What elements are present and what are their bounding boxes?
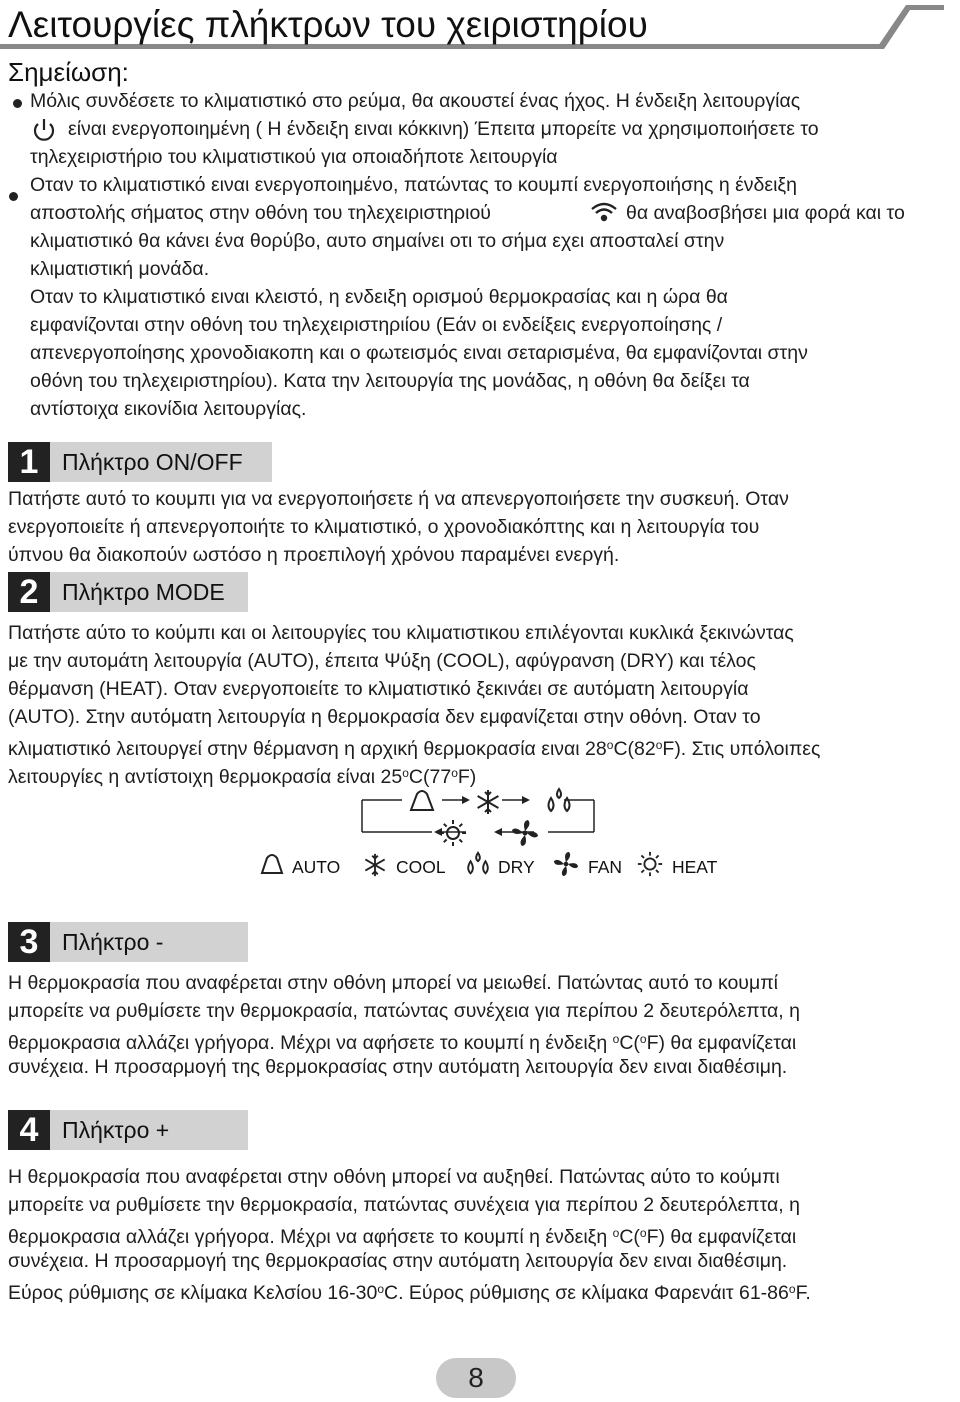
- mode-label-auto: AUTO: [292, 857, 341, 877]
- body-line: ενεργοποιείτε ή απενεργοποιήτε το κλιματιστικό, ο χρονοδιακόπτης και η λειτουργία του: [8, 516, 760, 538]
- note-line: κλιματιστικό θα κάνει ένα θορύβο, αυτο σημαίνει οτι το σήμα εχει αποσταλεί στην: [30, 230, 725, 252]
- note-line: οθόνη του τηλεχειριστηρίου). Κατα την λειτουργία της μονάδας, η οθόνη θα δείξει τα: [30, 370, 750, 392]
- droplets-icon: [464, 850, 492, 878]
- body-line: μπορείτε να ρυθμίσετε την θερμοκρασία, πατώντας συνέχεια για περίπου 2 δευτερόλεπτα, η: [8, 1194, 800, 1216]
- droplets-icon: [544, 786, 574, 816]
- note-line: τηλεχειριστήριο του κλιματιστικού για οποιαδήποτε λειτουργία: [30, 146, 558, 168]
- bullet-dot: [9, 192, 18, 201]
- note-line: αντίστοιχα εικονίδια λειτουργίας.: [30, 398, 307, 420]
- note-line: είναι ενεργοποιημένη ( Η ένδειξη ειναι κόκκινη) Έπειτα μπορείτε να χρησιμοποιήσετε το: [68, 118, 819, 140]
- body-line: Εύρος ρύθμισης σε κλίμακα Κελσίου 16-30$^o$C. Εύρος ρύθμισης σε κλίμακα Φαρενάιτ 61-86$^o$F.: [8, 1282, 811, 1304]
- body-line: με την αυτομάτη λειτουργία (AUTO), έπειτα Ψύξη (COOL), αφύγρανση (DRY) και τέλος: [8, 650, 756, 672]
- bullet-dot: [13, 99, 22, 108]
- page-title: Λειτουργίες πλήκτρων του χειριστηρίου: [8, 4, 648, 45]
- snowflake-icon: [474, 788, 502, 816]
- note-heading: Σημείωση:: [8, 57, 129, 87]
- note-line: κλιματιστική μονάδα.: [30, 258, 210, 280]
- body-line: θερμοκρασια αλλάζει γρήγορα. Μέχρι να αφήσετε το κουμπί η ένδειξη $^o$C($^o$F) θα εμφανίζεται: [8, 1226, 797, 1248]
- section-4-header: [8, 1110, 248, 1150]
- body-line: (AUTO). Στην αυτόματη λειτουργία η θερμοκρασία δεν εμφανίζεται στην οθόνη. Οταν το: [8, 706, 761, 728]
- section-number: 4: [8, 1110, 50, 1150]
- fan-icon: [510, 818, 540, 848]
- body-line: κλιματιστικό λειτουργεί στην θέρμανση η αρχική θερμοκρασία ειναι 28$^o$C(82$^o$F). Στις υπόλοιπες: [8, 738, 821, 760]
- section-label: Πλήκτρο ON/OFF: [50, 442, 272, 482]
- note-line: απενεργοποίησης χρονοδιακοπη και ο φωτεισμός ειναι σεταρισμένα, θα εμφανίζονται στην: [30, 342, 808, 364]
- section-2-header: [8, 572, 248, 612]
- section-number: 1: [8, 442, 50, 482]
- note-line: Μόλις συνδέσετε το κλιματιστικό στο ρεύμα, θα ακουστεί ένας ήχος. Η ένδειξη λειτουργίας: [30, 90, 801, 112]
- sun-icon: [438, 818, 468, 848]
- signal-icon: [590, 200, 618, 224]
- body-line: Πατήστε αύτο το κούμπι και οι λειτουργίες του κλιματιστικου επιλέγονται κυκλικά ξεκινώντας: [8, 622, 794, 644]
- power-icon: [30, 116, 58, 144]
- section-1-header: [8, 442, 272, 482]
- auto-mode-icon: [406, 788, 438, 814]
- mode-label-dry: DRY: [498, 857, 535, 877]
- snowflake-icon: [362, 852, 388, 878]
- note-line: θα αναβοσβήσει μια φορά και το: [626, 202, 905, 224]
- body-line: ύπνου θα διακοπούν ωστόσο η προεπιλογή χρόνου παραμένει ενεργή.: [8, 544, 620, 566]
- mode-label-heat: HEAT: [672, 857, 718, 877]
- note-line: εμφανίζονται στην οθόνη του τηλεχειριστηριίου (Εάν οι ενδείξεις ενεργοποίησης /: [30, 314, 723, 336]
- section-3-header: [8, 922, 248, 962]
- body-line: Η θερμοκρασία που αναφέρεται στην οθόνη μπορεί να μειωθεί. Πατώντας αυτό το κουμπί: [8, 972, 778, 994]
- sun-icon: [636, 850, 664, 878]
- section-label: Πλήκτρο -: [50, 922, 248, 962]
- section-label: Πλήκτρο MODE: [50, 572, 248, 612]
- body-line: συνέχεια. Η προσαρμογή της θερμοκρασίας στην αυτόματη λειτουργία δεν ειναι διαθέσιμη.: [8, 1056, 788, 1078]
- section-number: 2: [8, 572, 50, 612]
- fan-icon: [552, 850, 580, 878]
- note-line: αποστολής σήματος στην οθόνη του τηλεχειριστηριού: [30, 202, 491, 224]
- body-line: θέρμανση (HEAT). Οταν ενεργοποιείτε το κλιματιστικό ξεκινάει σε αυτόματη λειτουργία: [8, 678, 749, 700]
- auto-mode-icon: [258, 852, 286, 876]
- note-line: Οταν το κλιματιστικό ειναι ενεργοποιημένο, πατώντας το κουμπί ενεργοποιήσης η ένδειξη: [30, 174, 797, 196]
- section-label: Πλήκτρο +: [50, 1110, 248, 1150]
- page-number: 8: [436, 1358, 516, 1398]
- body-line: Η θερμοκρασία που αναφέρεται στην οθόνη μπορεί να αυξηθεί. Πατώντας αύτο το κούμπι: [8, 1166, 780, 1188]
- note-line: Οταν το κλιματιστικό ειναι κλειστό, η ενδειξη ορισμού θερμοκρασίας και η ώρα θα: [30, 286, 728, 308]
- body-line: θερμοκρασια αλλάζει γρήγορα. Μέχρι να αφήσετε το κουμπί η ένδειξη $^o$C($^o$F) θα εμφανίζεται: [8, 1032, 797, 1054]
- mode-label-cool: COOL: [396, 857, 446, 877]
- body-line: συνέχεια. Η προσαρμογή της θερμοκρασίας στην αυτόματη λειτουργία δεν ειναι διαθέσιμη.: [8, 1250, 788, 1272]
- section-number: 3: [8, 922, 50, 962]
- body-line: μπορείτε να ρυθμίσετε την θερμοκρασία, πατώντας συνέχεια για περίπου 2 δευτερόλεπτα, η: [8, 1000, 800, 1022]
- body-line: Πατήστε αυτό το κουμπι για να ενεργοποιήσετε ή να απενεργοποιήσετε την συσκευή. Οταν: [8, 488, 789, 510]
- mode-label-fan: FAN: [588, 857, 623, 877]
- body-line: λειτουργίες η αντίστοιχη θερμοκρασία είναι 25$^o$C(77$^o$F): [8, 766, 477, 788]
